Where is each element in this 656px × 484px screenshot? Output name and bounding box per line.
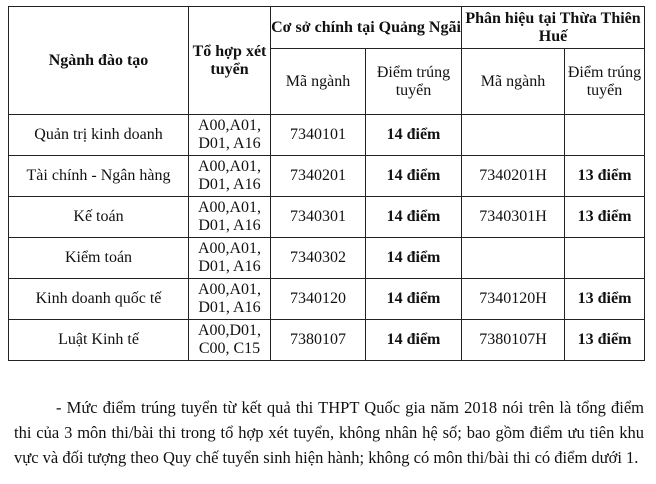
cell-major: Tài chính - Ngân hàng — [9, 156, 189, 197]
combo-line-1: A00,A01, — [197, 199, 262, 216]
table-row — [9, 320, 645, 361]
combo-line-2: D01, A16 — [198, 258, 261, 275]
note-paragraph — [14, 395, 644, 470]
cell-major: Kiểm toán — [9, 238, 189, 279]
header-branch-score: Điểm trúng tuyển — [565, 49, 645, 115]
cell-major: Quản trị kinh doanh — [9, 115, 189, 156]
combo-line-1: A00,D01, — [197, 322, 262, 339]
cell-main-score: 14 điểm — [366, 197, 462, 238]
cell-branch-code: 7340120H — [462, 279, 565, 320]
combo-line-1: A00,A01, — [197, 281, 262, 298]
cell-major: Kế toán — [9, 197, 189, 238]
cell-main-score: 14 điểm — [366, 156, 462, 197]
cell-main-code: 7340301 — [271, 197, 366, 238]
table-row — [9, 279, 645, 320]
cell-combo — [189, 197, 271, 238]
header-campus-branch: Phân hiệu tại Thừa Thiên Huế — [462, 7, 645, 49]
cell-branch-code: 7340301H — [462, 197, 565, 238]
cell-branch-score: 13 điểm — [565, 156, 645, 197]
combo-line-2: D01, A16 — [198, 176, 261, 193]
combo-line-2: D01, A16 — [198, 217, 261, 234]
cell-combo — [189, 238, 271, 279]
cell-major: Kinh doanh quốc tế — [9, 279, 189, 320]
cell-branch-code — [462, 115, 565, 156]
cell-branch-score: 13 điểm — [565, 197, 645, 238]
cell-combo — [189, 320, 271, 361]
table-row — [9, 197, 645, 238]
cell-main-score: 14 điểm — [366, 115, 462, 156]
cell-main-code: 7340101 — [271, 115, 366, 156]
combo-line-2: C00, C15 — [198, 340, 261, 357]
header-main-score: Điểm trúng tuyển — [366, 49, 462, 115]
cell-branch-score: 13 điểm — [565, 320, 645, 361]
table-row — [9, 238, 645, 279]
cell-combo — [189, 156, 271, 197]
combo-line-1: A00,A01, — [197, 117, 262, 134]
cell-combo — [189, 279, 271, 320]
header-campus-main: Cơ sở chính tại Quảng Ngãi — [271, 7, 462, 49]
cell-branch-code: 7380107H — [462, 320, 565, 361]
cell-main-code: 7340120 — [271, 279, 366, 320]
combo-line-2: D01, A16 — [198, 299, 261, 316]
header-main-code: Mã ngành — [271, 49, 366, 115]
header-major: Ngành đào tạo — [9, 7, 189, 115]
cell-branch-score — [565, 238, 645, 279]
cell-combo — [189, 115, 271, 156]
cell-branch-code: 7340201H — [462, 156, 565, 197]
cell-branch-score: 13 điểm — [565, 279, 645, 320]
table-row — [9, 115, 645, 156]
table-row — [9, 156, 645, 197]
note-text: - Mức điểm trúng tuyển từ kết quả thi THPT Quốc gia năm 2018 nói trên là tổng điểm thi của 3 môn thi/bài thi trong tổ hợp xét tuyển, không nhân hệ số; bao gồm điểm ưu tiên khu vực và đối tượng theo Quy chế tuyển sinh hiện hành; không có môn thi/bài thi có điểm dưới 1. — [14, 397, 644, 467]
combo-line-1: A00,A01, — [197, 158, 262, 175]
cell-main-score: 14 điểm — [366, 279, 462, 320]
header-branch-code: Mã ngành — [462, 49, 565, 115]
header-combo: Tổ hợp xét tuyển — [189, 7, 271, 115]
cell-main-code: 7340302 — [271, 238, 366, 279]
combo-line-2: D01, A16 — [198, 135, 261, 152]
cell-main-score: 14 điểm — [366, 238, 462, 279]
cell-main-code: 7340201 — [271, 156, 366, 197]
cell-branch-score — [565, 115, 645, 156]
table-body — [9, 115, 645, 361]
cell-major: Luật Kinh tế — [9, 320, 189, 361]
cell-main-code: 7380107 — [271, 320, 366, 361]
admissions-table — [8, 6, 645, 361]
combo-line-1: A00,A01, — [197, 240, 262, 257]
cell-branch-code — [462, 238, 565, 279]
cell-main-score: 14 điểm — [366, 320, 462, 361]
